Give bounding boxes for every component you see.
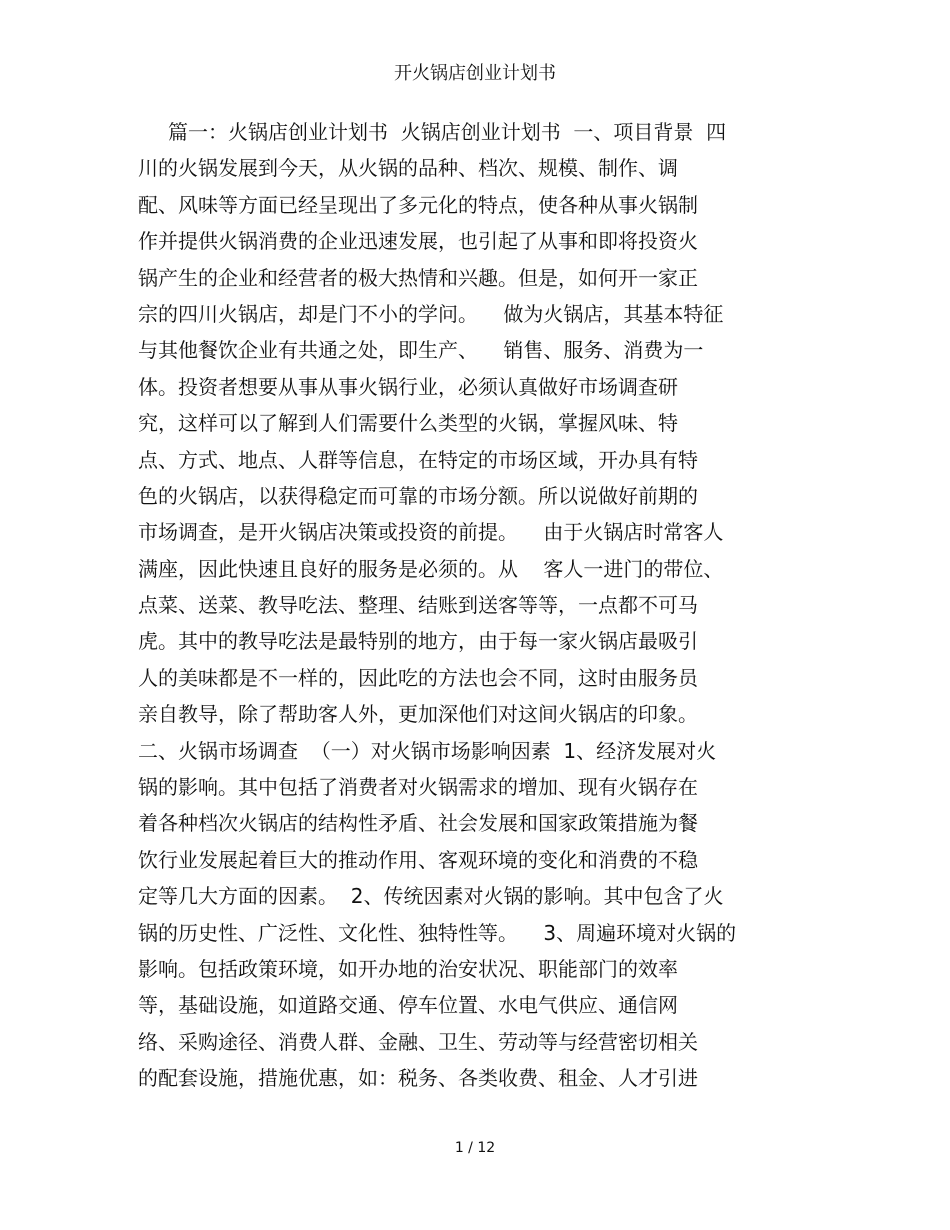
text-line: 点菜、送菜、教导吃法、整理、结账到送客等等，一点都不可马 bbox=[138, 593, 698, 618]
text-line: 亲自教导，除了帮助客人外，更加深他们对这间火锅店的印象。 bbox=[138, 702, 698, 727]
text-line: 作并提供火锅消费的企业迅速发展，也引起了从事和即将投资火 bbox=[138, 229, 698, 254]
text-line: 点、方式、地点、人群等信息，在特定的市场区域，开办具有特 bbox=[138, 447, 698, 472]
text-line: 满座，因此快速且良好的服务是必须的。从 客人一进门的带位、 bbox=[138, 556, 724, 581]
text-line: 究，这样可以了解到人们需要什么类型的火锅，掌握风味、特 bbox=[138, 411, 678, 436]
page-number: 1 / 12 bbox=[454, 1140, 496, 1156]
text-line: 定等几大方面的因素。 2、传统因素对火锅的影响。其中包含了火 bbox=[138, 884, 724, 909]
text-line: 络、采购途径、消费人群、金融、卫生、劳动等与经营密切相关 bbox=[138, 1029, 698, 1054]
body-text bbox=[138, 114, 818, 1097]
text-line: 配、风味等方面已经呈现出了多元化的特点，使各种从事火锅制 bbox=[138, 192, 698, 217]
text-line: 二、火锅市场调查 （一）对火锅市场影响因素 1、经济发展对火 bbox=[138, 738, 717, 763]
text-line: 宗的四川火锅店，却是门不小的学问。 做为火锅店，其基本特征 bbox=[138, 301, 724, 326]
text-line: 人的美味都是不一样的，因此吃的方法也会不同，这时由服务员 bbox=[138, 665, 698, 690]
text-line: 色的火锅店，以获得稳定而可靠的市场分额。所以说做好前期的 bbox=[138, 483, 698, 508]
text-line: 的配套设施，措施优惠，如：税务、各类收费、租金、人才引进 bbox=[138, 1066, 698, 1091]
text-line: 与其他餐饮企业有共通之处，即生产、 销售、服务、消费为一 bbox=[138, 338, 704, 363]
text-line: 饮行业发展起着巨大的推动作用、客观环境的变化和消费的不稳 bbox=[138, 847, 698, 872]
text-line: 川的火锅发展到今天，从火锅的品种、档次、规模、制作、调 bbox=[138, 156, 678, 181]
page-title: 开火锅店创业计划书 bbox=[394, 63, 556, 84]
text-line: 着各种档次火锅店的结构性矛盾、社会发展和国家政策措施为餐 bbox=[138, 811, 698, 836]
text-line: 篇一：火锅店创业计划书 火锅店创业计划书 一、项目背景 四 bbox=[168, 120, 727, 144]
text-line: 虎。其中的教导吃法是最特别的地方，由于每一家火锅店最吸引 bbox=[138, 629, 698, 654]
text-line: 等，基础设施，如道路交通、停车位置、水电气供应、通信网 bbox=[138, 993, 678, 1018]
text-line: 锅的历史性、广泛性、文化性、独特性等。 3、周遍环境对火锅的 bbox=[138, 920, 737, 945]
text-line: 影响。包括政策环境，如开办地的治安状况、职能部门的效率 bbox=[138, 956, 678, 981]
text-line: 体。投资者想要从事从事火锅行业，必须认真做好市场调查研 bbox=[138, 374, 678, 399]
text-line: 锅的影响。其中包括了消费者对火锅需求的增加、现有火锅存在 bbox=[138, 775, 698, 800]
text-line: 锅产生的企业和经营者的极大热情和兴趣。但是，如何开一家正 bbox=[138, 265, 698, 290]
text-line: 市场调查，是开火锅店决策或投资的前提。 由于火锅店时常客人 bbox=[138, 520, 724, 545]
